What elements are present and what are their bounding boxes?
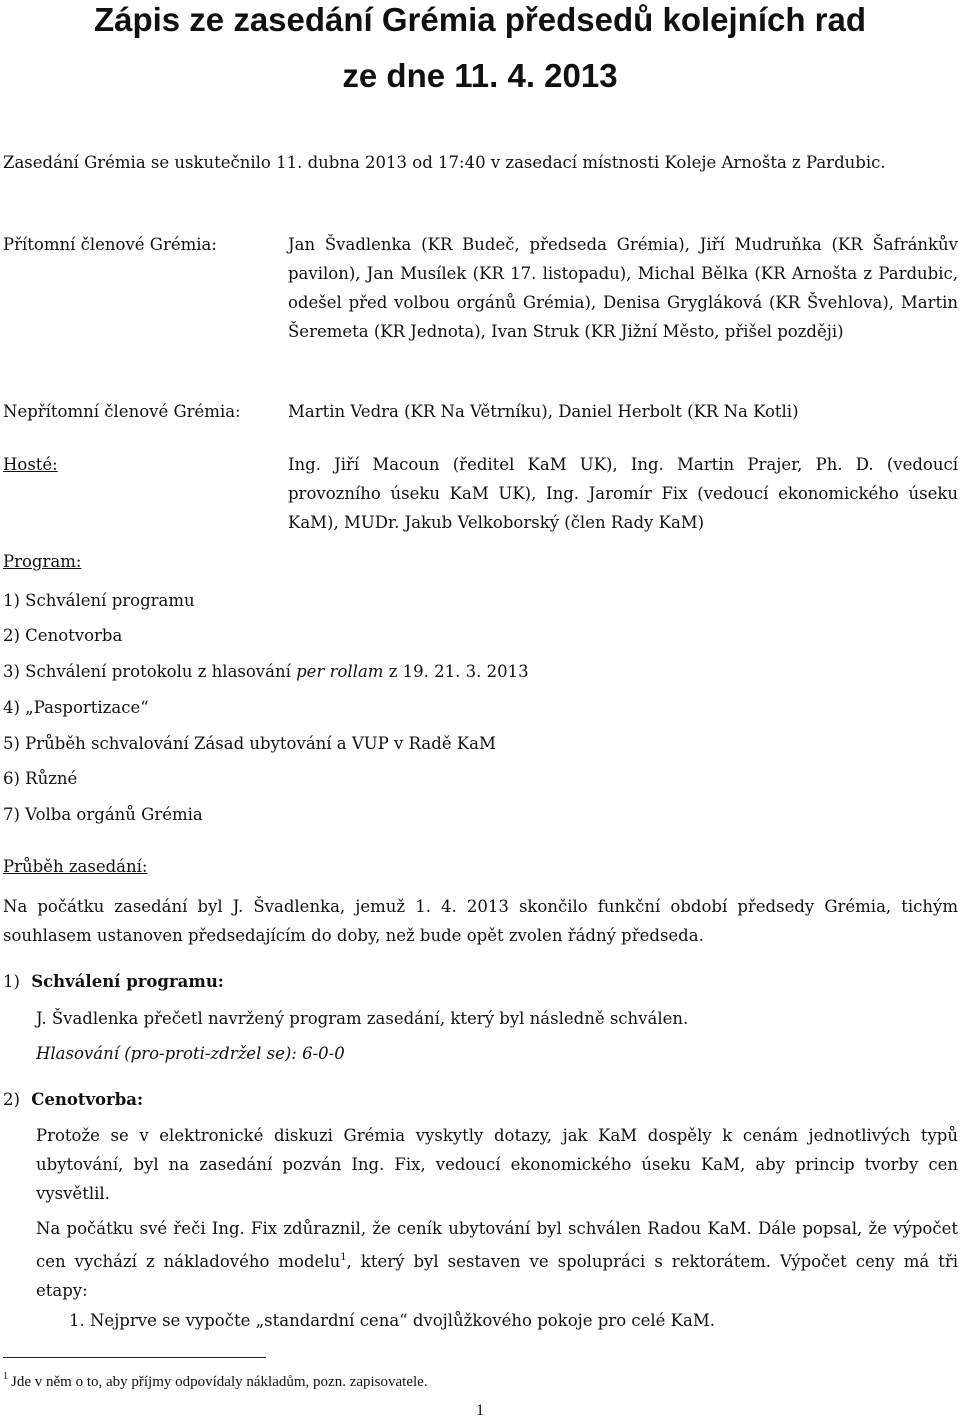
program-item: 2) Cenotvorba — [3, 626, 123, 645]
footnote-reference: 1 — [340, 1252, 347, 1263]
absent-members-value: Martin Vedra (KR Na Větrníku), Daniel Herbolt (KR Na Kotli) — [288, 402, 799, 421]
guests-label: Hosté: — [3, 455, 58, 474]
section-1-text: J. Švadlenka přečetl navržený program zasedání, který byl následně schválen. — [36, 1009, 689, 1028]
guests-value: Ing. Jiří Macoun (ředitel KaM UK), Ing. Martin Prajer, Ph. D. (vedoucí provozního úseku KaM UK), Ing. Jaromír Fix (vedoucí ekonomického úseku KaM), MUDr. Jakub Velkoborský (člen Rady KaM) — [288, 455, 958, 532]
footnote-mark: 1 — [3, 1371, 8, 1382]
section-2-paragraph-1: Protože se v elektronické diskuzi Grémia vyskytly dotazy, jak KaM dospěly k cenám jednotlivých typů ubytování, byl na zasedání pozván Ing. Fix, vedoucí ekonomického úseku KaM, aby princip tvorby cen vysvětlil. — [36, 1126, 958, 1203]
section-1-number: 1) — [3, 972, 20, 991]
section-2-number: 2) — [3, 1090, 20, 1109]
program-item: 5) Průběh schvalování Zásad ubytování a VUP v Radě KaM — [3, 734, 496, 753]
section-1-title: Schválení programu: — [31, 972, 224, 991]
section-2-paragraph-2-b: , který byl sestaven ve spolupráci s rektorátem. Výpočet ceny má tři etapy: — [36, 1252, 959, 1300]
page-number: 1 — [476, 1402, 484, 1419]
program-item-text: 3) Schválení protokolu z hlasování — [3, 662, 297, 681]
section-2-heading — [3, 1085, 958, 1114]
footnote-text: Jde v něm o to, aby příjmy odpovídaly nákladům, pozn. zapisovatele. — [11, 1374, 428, 1390]
section-2-title: Cenotvorba: — [31, 1090, 144, 1109]
absent-members-label: Nepřítomní členové Grémia: — [3, 402, 241, 421]
program-item: 1) Schválení programu — [3, 591, 195, 610]
program-item — [3, 657, 529, 686]
cost-list-item: 1. Nejprve se vypočte „standardní cena“ dvojlůžkového pokoje pro celé KaM. — [69, 1311, 715, 1330]
program-label: Program: — [3, 552, 82, 571]
program-item: 6) Různé — [3, 769, 78, 788]
program-item: 4) „Pasportizace“ — [3, 698, 149, 717]
section-1-heading — [3, 967, 958, 996]
opening-paragraph: Na počátku zasedání byl J. Švadlenka, jemuž 1. 4. 2013 skončilo funkční období předsedy Grémia, tichým souhlasem ustanoven předsedajícím do doby, než bude opět zvolen řádný předseda. — [3, 897, 958, 945]
footnote-separator — [3, 1357, 266, 1358]
section-2-paragraph-2-a: Na počátku své řeči Ing. Fix zdůraznil, že ceník ubytování byl schválen Radou KaM. Dále popsal, že výpočet cen vychází z nákladového modelu — [36, 1219, 958, 1271]
present-members-value: Jan Švadlenka (KR Budeč, předseda Grémia), Jiří Mudruňka (KR Šafránkův pavilon), Jan Musílek (KR 17. listopadu), Michal Bělka (KR Arnošta z Pardubic, odešel před volbou orgánů Grémia), Denisa Grygláková (KR Švehlova), Martin Šeremeta (KR Jednota), Ivan Struk (KR Jižní Město, přišel později) — [288, 235, 958, 341]
proceedings-label: Průběh zasedání: — [3, 857, 148, 876]
footnote — [3, 1367, 428, 1392]
present-members-label: Přítomní členové Grémia: — [3, 235, 217, 254]
intro-paragraph: Zasedání Grémia se uskutečnilo 11. dubna 2013 od 17:40 v zasedací místnosti Koleje Arnošta z Pardubic. — [3, 153, 886, 172]
document-title: Zápis ze zasedání Grémia předsedů kolejních rad — [93, 1, 867, 38]
document-date: ze dne 11. 4. 2013 — [342, 57, 618, 94]
section-2-paragraph-2 — [36, 1214, 958, 1305]
section-1-vote: Hlasování (pro-proti-zdržel se): 6-0-0 — [36, 1044, 345, 1063]
program-item-italic: per rollam — [296, 662, 384, 681]
program-item-suffix: z 19. 21. 3. 2013 — [383, 662, 529, 681]
program-item: 7) Volba orgánů Grémia — [3, 805, 203, 824]
